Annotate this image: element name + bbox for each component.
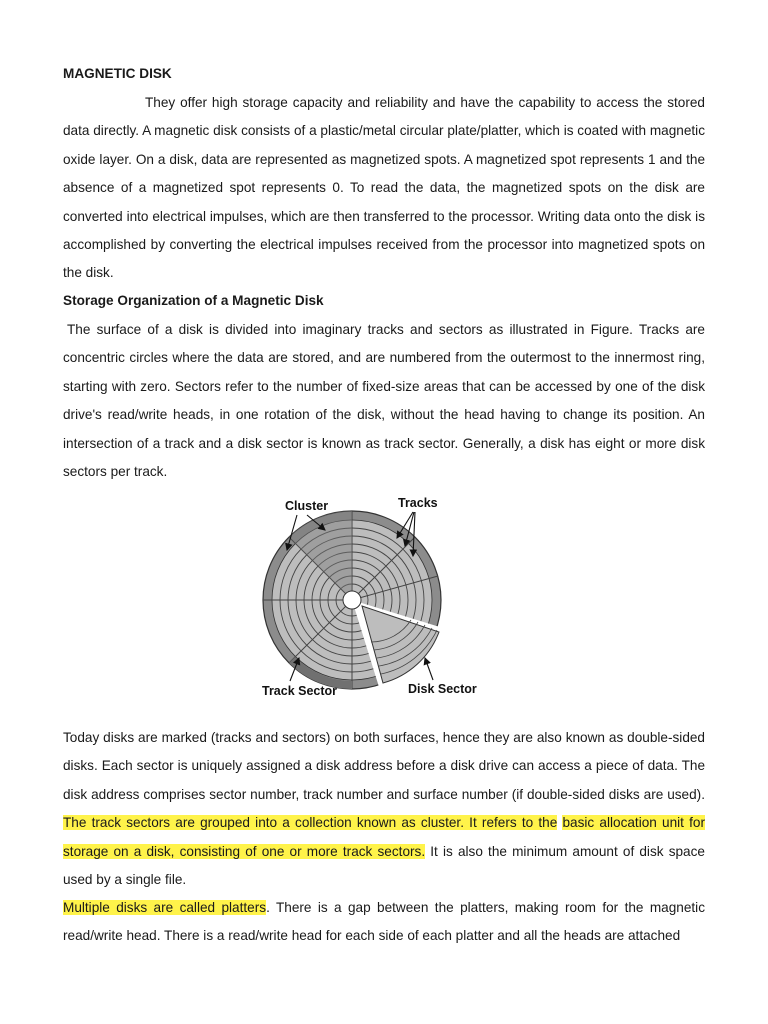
- highlighted-text: Multiple disks are called platters: [63, 900, 267, 915]
- tracks-label: Tracks: [398, 496, 438, 510]
- track-sector-label: Track Sector: [262, 684, 338, 698]
- paragraph-text: Today disks are marked (tracks and sectors) on both surfaces, hence they are also known as double-sided disks. Each sector is uniquely assigned a disk address before a disk drive can access a piece of data. The disk address comprises sector number, track number and surface number (if double-sided disks are used).: [63, 730, 705, 802]
- disk-sector-label: Disk Sector: [408, 682, 477, 696]
- platters-paragraph: [63, 894, 705, 951]
- disk-diagram: [253, 488, 481, 704]
- double-sided-paragraph: [63, 724, 705, 894]
- paragraph-text: . There is a gap between the platters, making room for the magnetic read/write head. There is a read/write head for each side of each platter and all the heads are attached: [63, 900, 706, 944]
- magnetic-disk-figure: [253, 488, 481, 704]
- disk-hub: [343, 591, 361, 609]
- cluster-label: Cluster: [285, 499, 329, 513]
- storage-organization-paragraph: The surface of a disk is divided into imaginary tracks and sectors as illustrated in Figure. Tracks are concentric circles where the data are stored, and are numbered from the outermost to the innermost ring, starting with zero. Sectors refer to the number of fixed-size areas that can be accessed by one of the disk drive's read/write heads, in one rotation of the disk, without the head having to change its position. An intersection of a track and a disk sector is known as track sector. Generally, a disk has eight or more disk sectors per track.: [63, 322, 705, 480]
- intro-paragraph: They offer high storage capacity and reliability and have the capability to access the stored data directly. A magnetic disk consists of a plastic/metal circular plate/platter, which is coated with magnetic oxide layer. On a disk, data are represented as magnetized spots. A magnetized spot represents 1 and the absence of a magnetized spot represents 0. To read the data, the magnetized spots on the disk are converted into electrical impulses, which are then transferred to the processor. Writing data onto the disk is accomplished by converting the electrical impulses received from the processor into magnetized spots on the disk.: [63, 95, 705, 281]
- highlighted-text: The track sectors are grouped into a collection known as cluster. It refers to the: [63, 815, 558, 831]
- page-title: MAGNETIC DISK: [63, 66, 172, 81]
- highlighted-text: basic allocation unit for storage on a disk, consisting of one or more track sectors.: [63, 815, 706, 859]
- paragraph-text: It is also the minimum amount of disk space used by a single file.: [63, 843, 705, 888]
- section-heading: Storage Organization of a Magnetic Disk: [63, 293, 324, 308]
